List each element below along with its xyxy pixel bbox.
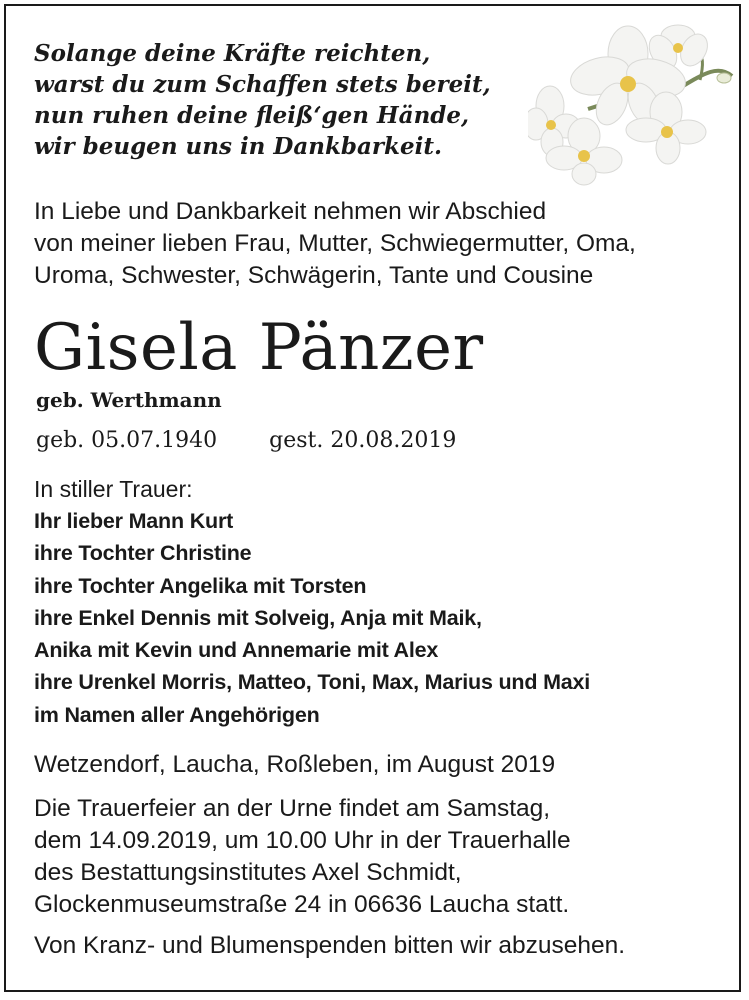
mourner-line: im Namen aller Angehörigen — [34, 702, 320, 727]
flower-note: Von Kranz- und Blumenspenden bitten wir abzusehen. — [34, 932, 626, 959]
life-dates — [36, 426, 456, 456]
poem-line: warst du zum Schaffen stets bereit, — [34, 71, 491, 98]
place-date: Wetzendorf, Laucha, Roßleben, im August 2019 — [34, 751, 556, 778]
ceremony-line: dem 14.09.2019, um 10.00 Uhr in der Trauerhalle — [34, 827, 571, 854]
mourner-line: ihre Urenkel Morris, Matteo, Toni, Max, Marius und Maxi — [34, 670, 591, 695]
poem — [34, 38, 504, 162]
intro-line: In Liebe und Dankbarkeit nehmen wir Abschied — [34, 198, 547, 225]
mourner-line: Anika mit Kevin und Annemarie mit Alex — [34, 638, 439, 663]
ceremony-line: des Bestattungsinstitutes Axel Schmidt, — [34, 859, 462, 886]
poem-line: wir beugen uns in Dankbarkeit. — [34, 133, 442, 160]
intro-text — [34, 196, 724, 292]
ceremony-info — [34, 793, 724, 921]
mourner-line: ihre Enkel Dennis mit Solveig, Anja mit Maik, — [34, 605, 482, 630]
deceased-name: Gisela Pänzer — [34, 311, 484, 385]
mourners-section — [34, 474, 734, 731]
birth-date: geb. 05.07.1940 — [36, 428, 218, 453]
poem-line: nun ruhen deine fleiß‘gen Hände, — [34, 102, 470, 129]
mourner-line: Ihr lieber Mann Kurt — [34, 509, 234, 533]
mourner-line: ihre Tochter Christine — [34, 541, 252, 566]
ceremony-line: Glockenmuseumstraße 24 in 06636 Laucha statt. — [34, 891, 570, 918]
orchid-image — [528, 14, 734, 186]
intro-line: Uroma, Schwester, Schwägerin, Tante und Cousine — [34, 262, 594, 289]
ceremony-line: Die Trauerfeier an der Urne findet am Samstag, — [34, 795, 551, 822]
intro-line: von meiner lieben Frau, Mutter, Schwiegermutter, Oma, — [34, 230, 636, 257]
death-date: gest. 20.08.2019 — [269, 428, 457, 453]
birth-name: geb. Werthmann — [36, 388, 222, 412]
poem-line: Solange deine Kräfte reichten, — [34, 40, 431, 67]
mourning-label: In stiller Trauer: — [34, 476, 193, 502]
mourner-line: ihre Tochter Angelika mit Torsten — [34, 573, 367, 598]
